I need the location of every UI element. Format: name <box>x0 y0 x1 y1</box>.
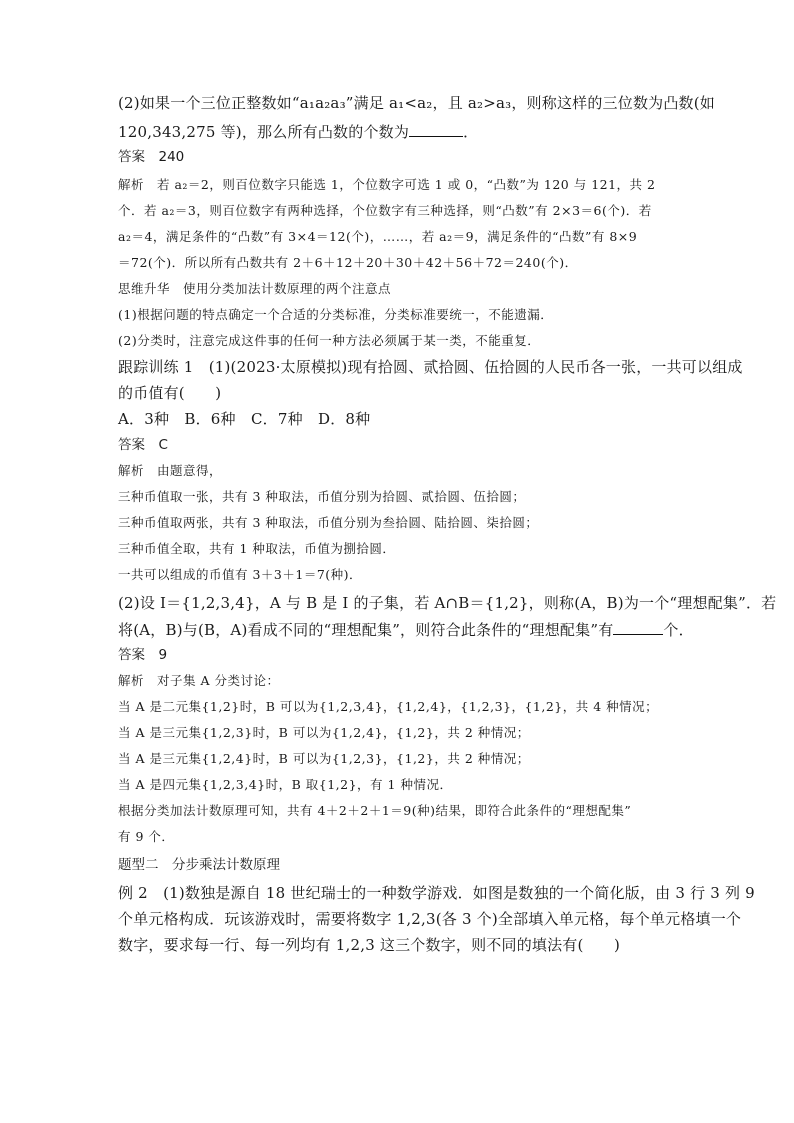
text-line <box>118 828 678 846</box>
line-text: 例 2 (1)数独是源自 18 世纪瑞士的一种数学游戏．如图是数独的一个简化版，由 3 行 3 列 9 <box>118 884 755 902</box>
line-text: 答案 9 <box>118 647 168 663</box>
text-line <box>118 540 678 558</box>
text-line <box>118 802 678 820</box>
line-tail: ． <box>463 123 479 141</box>
line-text: (2)分类时，注意完成这件事的任何一种方法必须属于某一类，不能重复． <box>118 333 541 348</box>
text-line <box>118 462 678 480</box>
line-text: 解析 若 a₂＝2，则百位数字只能选 1，个位数字可选 1 或 0，“凸数”为 120 与 121，共 2 <box>118 177 656 192</box>
text-line <box>118 620 694 639</box>
text-line <box>118 698 678 716</box>
answer-blank <box>613 620 663 635</box>
text-line <box>118 280 678 298</box>
text-line <box>118 228 678 246</box>
text-line <box>118 936 678 954</box>
text-line <box>118 122 678 141</box>
text-line <box>118 514 678 532</box>
line-text: 的币值有( ) <box>118 384 222 402</box>
line-text: A．3种 B．6种 C．7种 D．8种 <box>118 410 371 428</box>
line-text: 一共可以组成的币值有 3＋3＋1＝7(种)． <box>118 567 363 582</box>
text-line <box>118 646 678 664</box>
text-line <box>118 750 678 768</box>
text-line <box>118 672 678 690</box>
line-text: 跟踪训练 1 (1)(2023·太原模拟)现有拾圆、贰拾圆、伍拾圆的人民币各一张，一共可以组成 <box>118 358 743 376</box>
line-text: 解析 对子集 A 分类讨论： <box>118 673 280 688</box>
text-line <box>118 488 678 506</box>
text-line <box>118 566 678 584</box>
text-line <box>118 332 678 350</box>
text-line <box>118 176 678 194</box>
line-text: 个．若 a₂＝3，则百位数字有两种选择，个位数字有三种选择，则“凸数”有 2×3＝6(个)．若 <box>118 203 652 218</box>
line-text: 当 A 是三元集{1,2,3}时，B 可以为{1,2,4}，{1,2}，共 2 种情况； <box>118 725 530 740</box>
text-line <box>118 94 716 112</box>
text-line <box>118 856 678 874</box>
text-line <box>118 254 678 272</box>
line-text: 答案 240 <box>118 149 185 165</box>
text-line <box>118 306 678 324</box>
line-text: 个单元格构成．玩该游戏时，需要将数字 1,2,3(各 3 个)全部填入单元格，每个单元格填一个 <box>118 910 742 928</box>
text-line <box>118 594 777 612</box>
text-line <box>118 884 755 902</box>
answer-blank <box>409 122 463 137</box>
line-text: 思维升华 使用分类加法计数原理的两个注意点 <box>118 281 392 296</box>
line-text: (2)设 I＝{1,2,3,4}，A 与 B 是 I 的子集，若 A∩B＝{1,2}，则称(A，B)为一个“理想配集”．若 <box>118 594 777 612</box>
line-text: 三种币值全取，共有 1 种取法，币值为捌拾圆． <box>118 541 396 556</box>
line-text: 解析 由题意得， <box>118 463 223 478</box>
line-text: 当 A 是三元集{1,2,4}时，B 可以为{1,2,3}，{1,2}，共 2 种情况； <box>118 751 530 766</box>
text-line <box>118 384 678 402</box>
text-line <box>118 776 678 794</box>
line-text: 当 A 是二元集{1,2}时，B 可以为{1,2,3,4}，{1,2,4}，{1,2,3}，{1,2}，共 4 种情况； <box>118 699 659 714</box>
text-line <box>118 724 678 742</box>
line-text: 三种币值取一张，共有 3 种取法，币值分别为拾圆、贰拾圆、伍拾圆； <box>118 489 526 504</box>
line-text: ＝72(个)．所以所有凸数共有 2＋6＋12＋20＋30＋42＋56＋72＝240(个)． <box>118 255 578 270</box>
line-text: 将(A，B)与(B，A)看成不同的“理想配集”，则符合此条件的“理想配集”有 <box>118 621 614 639</box>
line-text: 有 9 个． <box>118 829 175 844</box>
text-line <box>118 148 678 166</box>
line-text: 120,343,275 等)，那么所有凸数的个数为 <box>118 123 410 141</box>
line-tail: 个． <box>663 621 694 639</box>
text-line <box>118 910 742 928</box>
line-text: 根据分类加法计数原理可知，共有 4＋2＋2＋1＝9(种)结果，即符合此条件的“理想配集” <box>118 803 632 818</box>
line-text: 三种币值取两张，共有 3 种取法，币值分别为叁拾圆、陆拾圆、柒拾圆； <box>118 515 539 530</box>
line-text: 答案 C <box>118 437 168 453</box>
text-line <box>118 436 678 454</box>
line-text: a₂＝4，满足条件的“凸数”有 3×4＝12(个)，……，若 a₂＝9，满足条件的“凸数”有 8×9 <box>118 229 638 244</box>
line-text: 数字，要求每一行、每一列均有 1,2,3 这三个数字，则不同的填法有( ) <box>118 936 621 954</box>
text-line <box>118 410 678 428</box>
text-line <box>118 202 678 220</box>
line-text: 当 A 是四元集{1,2,3,4}时，B 取{1,2}，有 1 种情况． <box>118 777 453 792</box>
line-text: (2)如果一个三位正整数如“a₁a₂a₃”满足 a₁<a₂，且 a₂>a₃，则称这样的三位数为凸数(如 <box>118 94 716 112</box>
text-line <box>118 358 743 376</box>
line-text: 题型二 分步乘法计数原理 <box>118 857 280 873</box>
line-text: (1)根据问题的特点确定一个合适的分类标准，分类标准要统一，不能遗漏． <box>118 307 554 322</box>
